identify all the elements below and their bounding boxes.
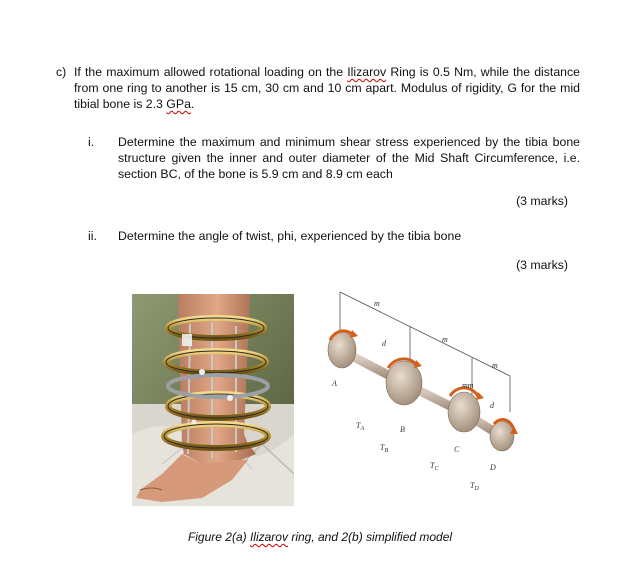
- sub-question-number: i.: [88, 135, 95, 149]
- point-label-a: A: [332, 379, 337, 388]
- ilizarov-spell-flag: Ilizarov: [347, 65, 387, 79]
- question-c-label: c): [56, 65, 67, 79]
- torque-label-tb: $T_B$: [380, 443, 389, 454]
- question-c: [56, 64, 580, 112]
- torque-label-td: $T_D$: [470, 481, 479, 492]
- mm-label: mm: [462, 381, 474, 390]
- caption-ilizarov-spell-flag: Ilizarov: [249, 530, 288, 544]
- torque-label-ta: $T_A$: [356, 421, 365, 432]
- point-label-b: B: [400, 425, 405, 434]
- point-label-d: D: [490, 463, 496, 472]
- figure-caption: Figure 2(a) Ilizarov ring, and 2(b) simplified model: [187, 530, 453, 544]
- dim-label-mid: m: [442, 335, 448, 344]
- torque-label-tc: $T_C$: [430, 461, 439, 472]
- ilizarov-ring-photo: [132, 294, 294, 506]
- dim-label-top: m: [374, 299, 380, 308]
- diameter-label-1: d: [382, 339, 386, 348]
- dim-label-right: m: [492, 361, 498, 370]
- diameter-label-2: d: [490, 401, 494, 410]
- gpa-spell-flag: GPa: [166, 97, 191, 111]
- point-label-c: C: [454, 445, 460, 454]
- question-c-text: If the maximum allowed rotational loading on the Ilizarov Ring is 0.5 Nm, while the distance from one ring to another is 15 cm, 30 cm and 10 cm apart. Modulus of rigidity, G for the mid tibial bone is 2.3 GPa.: [74, 65, 581, 111]
- simplified-shaft-model: [312, 284, 526, 506]
- marks-label: (3 marks): [516, 194, 568, 208]
- marks-label: (3 marks): [516, 258, 568, 272]
- sub-question-text: Determine the maximum and minimum shear stress experienced by the tibia bone structure given the inner and outer diameter of the Mid Shaft Circumference, i.e. section BC, of the bone is 5.9 cm and 8.9 cm each: [118, 135, 580, 181]
- sub-question-number: ii.: [88, 229, 97, 243]
- sub-question-text: Determine the angle of twist, phi, experienced by the tibia bone: [118, 229, 462, 243]
